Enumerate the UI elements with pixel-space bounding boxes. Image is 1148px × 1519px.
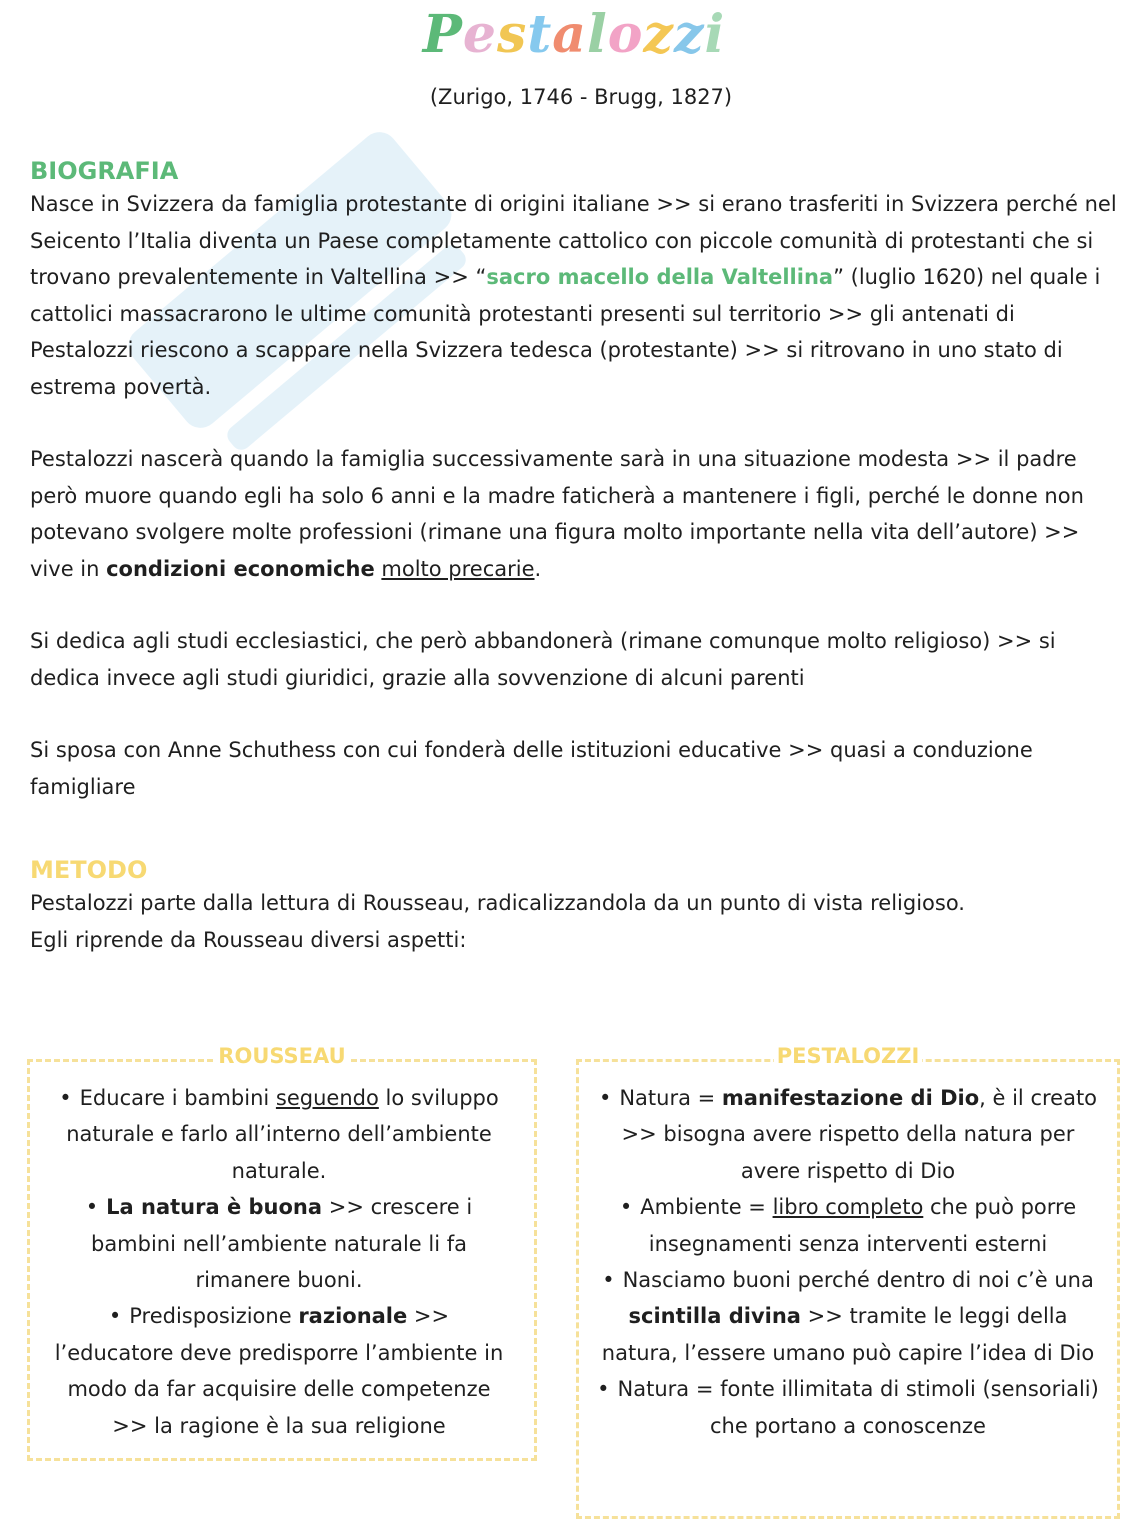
title-letter: s (496, 4, 528, 65)
text-run: Natura = fonte illimitata di stimoli (sensoriali) che portano a conoscenze (617, 1377, 1099, 1438)
bullet: • (619, 1195, 633, 1220)
biografia-section (30, 156, 1120, 805)
rousseau-item-3 (48, 1298, 510, 1444)
bullet: • (598, 1086, 612, 1110)
title-letter: e (462, 4, 497, 65)
pestalozzi-item-3 (597, 1262, 1099, 1371)
rousseau-label (30, 1044, 534, 1068)
highlight-valtellina: sacro macello della Valtellina (486, 265, 834, 289)
text-run: ” (luglio 1620) nel quale i cattolici massacrarono le ultime comunità protestanti presenti sul territorio >> gli antenati di Pestalozzi riescono a scappare nella Svizzera tedesca (protestante) >> si ritrovano in uno stato di estrema povertà. (30, 265, 1101, 399)
metodo-line-2: Egli riprende da Rousseau diversi aspetti: (30, 927, 467, 952)
biografia-paragraph-4: Si sposa con Anne Schuthess con cui fonderà delle istituzioni educative >> quasi a conduzione famigliare (30, 738, 1033, 799)
rousseau-item-1 (48, 1080, 510, 1189)
bullet: • (59, 1086, 72, 1110)
title-letter: z (673, 4, 705, 65)
bold-manifestazione: manifestazione di Dio (721, 1086, 980, 1110)
underline-libro: libro completo (772, 1195, 924, 1220)
subtitle-dates: (Zurigo, 1746 - Brugg, 1827) (429, 85, 733, 109)
title-letter: o (607, 4, 644, 65)
metodo-heading: METODO (30, 856, 148, 884)
title-letter: z (643, 4, 674, 65)
biografia-paragraph-3: Si dedica agli studi ecclesiastici, che però abbandonerà (rimane comunque molto religioso) >> si dedica invece agli studi giuridici, grazie alla sovvenzione di alcuni parenti (30, 629, 1056, 690)
text-run: , è il creato >> bisogna avere rispetto della natura per avere rispetto di Dio (621, 1086, 1098, 1183)
title-letter: a (552, 4, 587, 65)
bullet: • (108, 1304, 122, 1329)
biografia-paragraph-2 (30, 441, 1120, 587)
pestalozzi-item-1 (597, 1080, 1099, 1189)
rousseau-box (27, 1044, 537, 1461)
text-run: . (534, 556, 542, 581)
pestalozzi-box (576, 1044, 1120, 1519)
biografia-heading: BIOGRAFIA (30, 157, 179, 185)
pestalozzi-label-text: PESTALOZZI (774, 1044, 923, 1068)
rousseau-label-text: ROUSSEAU (215, 1044, 348, 1068)
pestalozzi-list (579, 1062, 1117, 1444)
text-run: Educare i bambini (79, 1086, 276, 1110)
title-letter: l (586, 4, 608, 65)
pestalozzi-item-4 (597, 1371, 1099, 1444)
metodo-line-1: Pestalozzi parte dalla lettura di Rousseau, radicalizzandola da un punto di vista religioso. (30, 891, 965, 915)
bullet: • (597, 1377, 610, 1402)
title-letter: t (527, 4, 553, 65)
rousseau-item-2 (48, 1189, 510, 1298)
title-letter: P (422, 4, 463, 65)
text-run: Natura = (619, 1086, 722, 1110)
text-run: >> l’educatore deve predisporre l’ambiente in modo da far acquisire delle competenze >> la ragione è la sua religione (54, 1304, 504, 1438)
pestalozzi-item-2 (597, 1189, 1099, 1262)
text-run: Pestalozzi nascerà quando la famiglia successivamente sarà in una situazione modesta >> il padre però muore quando egli ha solo 6 anni e la madre faticherà a mantenere i figli, perché le donne non potevano svolgere molte professioni (rimane una figura molto importante nella vita dell’autore) >> vive in (30, 447, 1084, 581)
text-run: Nasce in Svizzera da famiglia protestante di origini italiane >> si erano trasferiti in Svizzera perché nel Seicento l’Italia diventa un Paese completamente cattolico con piccole comunità di protestanti che si trovano prevalentemente in Valtellina >> “ (30, 192, 1117, 289)
pestalozzi-label (579, 1044, 1117, 1068)
bullet: • (85, 1195, 99, 1220)
bold-condizioni: condizioni economiche (106, 556, 375, 581)
rousseau-list (30, 1062, 534, 1444)
text-run: che può porre insegnamenti senza interventi esterni (648, 1195, 1077, 1256)
bullet: • (602, 1268, 615, 1293)
text-run: lo sviluppo naturale e farlo all’interno dell’ambiente naturale. (66, 1086, 499, 1183)
text-run: Ambiente = (640, 1195, 773, 1220)
underline-seguendo: seguendo (275, 1086, 379, 1110)
bold-natura-buona: La natura è buona (106, 1195, 323, 1220)
page-title (0, 4, 1148, 65)
text-run: Nasciamo buoni perché dentro di noi c’è una (622, 1268, 1094, 1293)
bold-scintilla: scintilla divina (628, 1304, 801, 1329)
metodo-section (30, 855, 1120, 958)
bold-razionale: razionale (298, 1304, 408, 1329)
text-run: Predisposizione (129, 1304, 299, 1329)
underline-precarie: molto precarie (381, 556, 535, 581)
biografia-paragraph-1 (30, 186, 1120, 405)
text-run: >> crescere i bambini nell’ambiente naturale li fa rimanere buoni. (90, 1195, 473, 1293)
text-run: >> tramite le leggi della natura, l’essere umano può capire l’idea di Dio (601, 1304, 1095, 1365)
title-letter: i (704, 4, 726, 65)
